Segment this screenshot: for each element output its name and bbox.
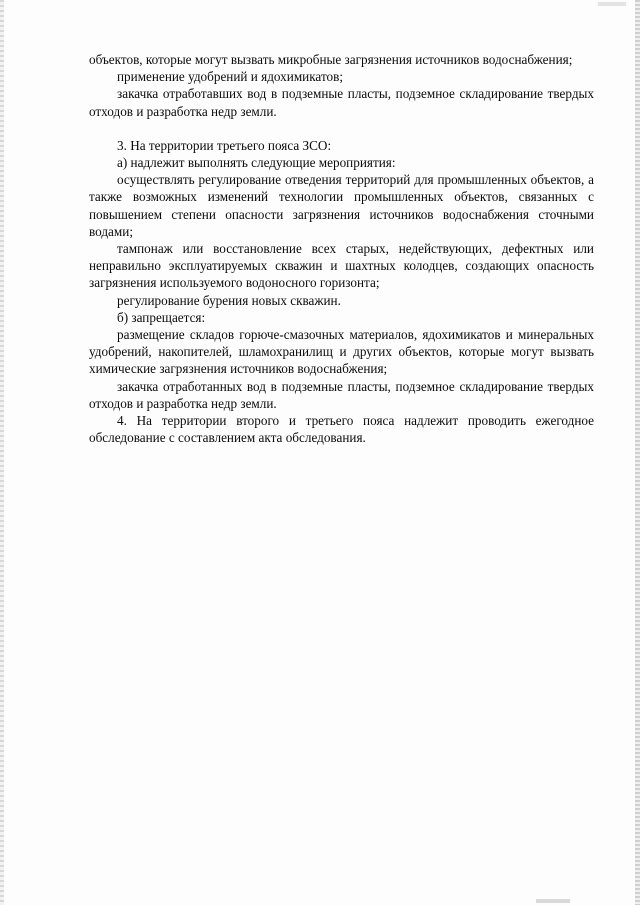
scan-artifact-bottom [536,899,570,903]
scan-edge-left [0,0,4,905]
paragraph-continuation: объектов, которые могут вызвать микробные загрязнения источников водоснабжения; [89,52,573,67]
scan-edge-right [635,0,640,905]
paragraph-regulation: осуществлять регулирование отведения территорий для промышленных объектов, а также возможных изменений технологии промышленных объектов, связанных с повышением степени опасности загрязнения источников водоснабжения сточными водами; [89,172,594,239]
paragraph-injection: закачка отработавших вод в подземные пласты, подземное складирование твердых отходов и разработка недр земли. [89,86,594,119]
document-body [89,51,594,446]
paragraph-plugging: тампонаж или восстановление всех старых, недействующих, дефектных или неправильно эксплуатируемых скважин и шахтных колодцев, создающих опасность загрязнения используемого водоносного горизонта; [89,241,594,291]
section-3-heading: 3. На территории третьего пояса ЗСО: [117,137,332,153]
scan-artifact-top [598,2,626,6]
subsection-b-heading: б) запрещается: [117,309,206,325]
paragraph-storage-ban: размещение складов горюче-смазочных материалов, ядохимикатов и минеральных удобрений, накопителей, шламохранилищ и других объектов, которые могут вызвать химические загрязнения источников водоснабжения; [89,327,594,377]
subsection-a-heading: а) надлежит выполнять следующие мероприятия: [117,155,396,171]
paragraph-drilling: регулирование бурения новых скважин. [117,292,341,308]
section-4-paragraph: 4. На территории второго и третьего пояса надлежит проводить ежегодное обследование с составлением акта обследования. [89,413,594,446]
paragraph-fertilizers: применение удобрений и ядохимикатов; [117,69,344,85]
paragraph-injection-ban: закачка отработанных вод в подземные пласты, подземное складирование твердых отходов и разработка недр земли. [89,378,594,411]
